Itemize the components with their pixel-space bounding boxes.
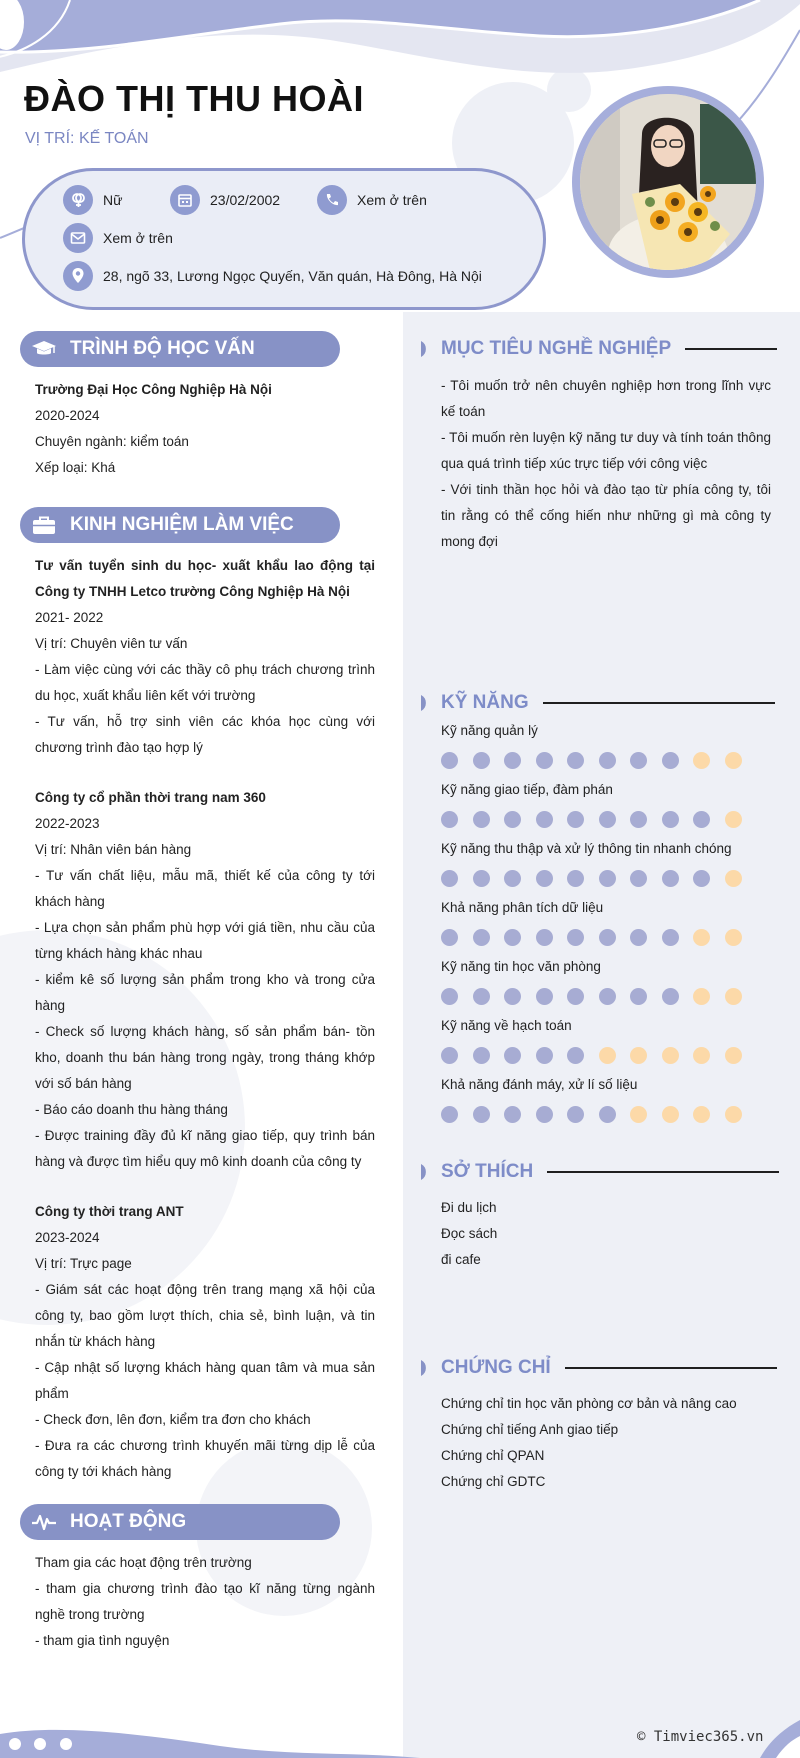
skill-dot-filled — [473, 988, 490, 1005]
section-rule — [565, 1367, 777, 1369]
skill-dot-filled — [504, 1106, 521, 1123]
job-duty: - kiểm kê số lượng sản phẩm trong kho và trong cửa hàng — [35, 972, 375, 1013]
skill-dot-filled — [693, 811, 710, 828]
skill-dot-filled — [504, 870, 521, 887]
skill-dot-filled — [504, 929, 521, 946]
skill-rating — [441, 752, 771, 769]
skill-dot-empty — [725, 1047, 742, 1064]
skill-item — [441, 958, 771, 1005]
skill-dot-filled — [630, 988, 647, 1005]
section-bullet-icon — [421, 1358, 431, 1378]
education-years: 2020-2024 — [35, 408, 100, 423]
candidate-name: ĐÀO THỊ THU HOÀI — [24, 78, 364, 119]
hobby-item: Đi du lịch — [441, 1200, 497, 1215]
section-rule — [543, 702, 775, 704]
calendar-icon — [170, 185, 200, 215]
skill-dot-empty — [725, 811, 742, 828]
skill-rating — [441, 988, 771, 1005]
skill-dot-filled — [536, 752, 553, 769]
skill-dot-filled — [662, 870, 679, 887]
skill-dot-filled — [536, 811, 553, 828]
contact-birthday — [170, 185, 280, 215]
objective-line: - Với tinh thần học hỏi và đào tạo từ phía công ty, tôi tin rằng có thể cống hiến như những gì mà công ty mong đợi — [441, 482, 771, 549]
experience-content — [35, 553, 375, 1485]
contact-phone — [317, 185, 427, 215]
skill-rating — [441, 1106, 771, 1123]
skill-dot-filled — [504, 752, 521, 769]
skill-dot-empty — [599, 1047, 616, 1064]
certificates-content — [441, 1391, 771, 1495]
footer-credit: © Timviec365.vn — [637, 1729, 764, 1745]
graduation-cap-icon — [30, 335, 58, 363]
education-major: Chuyên ngành: kiểm toán — [35, 434, 189, 449]
job-duty: - Báo cáo doanh thu hàng tháng — [35, 1102, 228, 1117]
section-rule — [547, 1171, 779, 1173]
objective-title: MỤC TIÊU NGHỀ NGHIỆP — [441, 338, 672, 359]
skill-dot-empty — [725, 870, 742, 887]
skill-dot-empty — [630, 1047, 647, 1064]
education-content — [35, 377, 375, 481]
activity-line: - tham gia chương trình đào tạo kĩ năng từng ngành nghề trong trường — [35, 1581, 375, 1622]
skill-dot-empty — [725, 988, 742, 1005]
experience-title: KINH NGHIỆM LÀM VIỆC — [70, 514, 294, 535]
skill-dot-filled — [536, 929, 553, 946]
certificates-header — [421, 1357, 777, 1379]
skill-dot-filled — [599, 752, 616, 769]
skill-dot-filled — [567, 1106, 584, 1123]
skill-dot-filled — [630, 929, 647, 946]
job-duty: - Tư vấn, hỗ trợ sinh viên các khóa học cùng với chương trình đào tạo hợp lý — [35, 714, 375, 755]
phone-value: Xem ở trên — [357, 192, 427, 208]
skill-item — [441, 899, 771, 946]
skill-dot-filled — [630, 752, 647, 769]
skill-dot-filled — [662, 988, 679, 1005]
skill-dot-filled — [536, 1047, 553, 1064]
skill-rating — [441, 811, 771, 828]
section-bullet-icon — [421, 1162, 431, 1182]
objective-header — [421, 338, 777, 360]
skill-dot-empty — [725, 1106, 742, 1123]
skill-dot-empty — [630, 1106, 647, 1123]
address-value: 28, ngõ 33, Lương Ngọc Quyến, Văn quán, Hà Đông, Hà Nội — [103, 268, 482, 284]
gender-value: Nữ — [103, 192, 123, 208]
certificate-item: Chứng chỉ tiếng Anh giao tiếp — [441, 1422, 619, 1437]
hobbies-content — [441, 1195, 771, 1273]
skill-dot-filled — [599, 988, 616, 1005]
certificate-item: Chứng chỉ GDTC — [441, 1474, 546, 1489]
job-duty: - Check đơn, lên đơn, kiểm tra đơn cho khách — [35, 1412, 311, 1427]
candidate-position: VỊ TRÍ: KẾ TOÁN — [25, 130, 149, 147]
skill-dot-filled — [504, 811, 521, 828]
job-duty: - Tư vấn chất liệu, mẫu mã, thiết kế của công ty tới khách hàng — [35, 868, 375, 909]
activity-line: Tham gia các hoạt động trên trường — [35, 1555, 252, 1570]
skill-dot-filled — [504, 1047, 521, 1064]
skill-dot-filled — [473, 1047, 490, 1064]
skill-dot-filled — [662, 811, 679, 828]
education-school: Trường Đại Học Công Nghiệp Hà Nội — [35, 382, 272, 397]
skill-name: Kỹ năng quản lý — [441, 723, 538, 738]
certificate-item: Chứng chỉ QPAN — [441, 1448, 545, 1463]
education-title: TRÌNH ĐỘ HỌC VẤN — [70, 338, 255, 359]
skill-dot-filled — [662, 752, 679, 769]
profile-photo — [580, 94, 756, 270]
skill-dot-filled — [473, 870, 490, 887]
skill-item — [441, 781, 771, 828]
skill-name: Kỹ năng giao tiếp, đàm phán — [441, 782, 613, 797]
job-duty: - Giám sát các hoạt động trên trang mạng xã hội của công ty, bao gồm lượt thích, chia sẻ, bình luận, và tin nhắn từ khách hàng — [35, 1282, 375, 1349]
skill-dot-filled — [567, 988, 584, 1005]
job-years: 2021- 2022 — [35, 610, 104, 625]
hobbies-header — [421, 1161, 779, 1183]
skill-dot-filled — [693, 870, 710, 887]
job-duty: - Đưa ra các chương trình khuyến mãi từng dịp lễ của công ty tới khách hàng — [35, 1438, 375, 1479]
hobby-item: Đọc sách — [441, 1226, 498, 1241]
footer-wave — [0, 1690, 800, 1758]
skill-dot-filled — [536, 870, 553, 887]
skill-name: Khả năng phân tích dữ liệu — [441, 900, 604, 915]
skill-dot-filled — [567, 870, 584, 887]
activities-content — [35, 1550, 375, 1654]
section-bullet-icon — [421, 693, 431, 713]
activity-line: - tham gia tình nguyện — [35, 1633, 170, 1648]
skill-dot-filled — [630, 870, 647, 887]
experience-header — [20, 507, 340, 543]
pulse-icon — [30, 1508, 58, 1536]
skill-dot-filled — [441, 988, 458, 1005]
contact-address — [63, 261, 482, 291]
skill-dot-filled — [536, 1106, 553, 1123]
job-company: Tư vấn tuyển sinh du học- xuất khẩu lao động tại Công ty TNHH Letco trường Công Nghiệp Hà Nội — [35, 558, 375, 599]
job-years: 2023-2024 — [35, 1230, 100, 1245]
skill-name: Kỹ năng về hạch toán — [441, 1018, 572, 1033]
email-icon — [63, 223, 93, 253]
activities-title: HOẠT ĐỘNG — [70, 1511, 187, 1532]
skill-dot-empty — [693, 988, 710, 1005]
skill-item — [441, 1017, 771, 1064]
objective-content — [441, 373, 771, 555]
skill-dot-filled — [504, 988, 521, 1005]
skill-rating — [441, 1047, 771, 1064]
education-header — [20, 331, 340, 367]
skill-item — [441, 840, 771, 887]
skill-dot-empty — [693, 752, 710, 769]
skill-dot-filled — [567, 929, 584, 946]
skills-title: KỸ NĂNG — [441, 692, 529, 713]
job-duty: - Được training đầy đủ kĩ năng giao tiếp, quy trình bán hàng và được tìm hiểu quy mô kinh doanh của công ty — [35, 1128, 375, 1169]
briefcase-icon — [30, 511, 58, 539]
skill-dot-filled — [473, 929, 490, 946]
location-pin-icon — [63, 261, 93, 291]
section-bullet-icon — [421, 339, 431, 359]
birthday-value: 23/02/2002 — [210, 192, 281, 208]
skill-dot-filled — [473, 811, 490, 828]
skill-dot-filled — [599, 1106, 616, 1123]
skill-dot-filled — [441, 752, 458, 769]
skill-dot-empty — [662, 1106, 679, 1123]
certificate-item: Chứng chỉ tin học văn phòng cơ bản và nâng cao — [441, 1396, 737, 1411]
job-years: 2022-2023 — [35, 816, 100, 831]
skill-item — [441, 722, 771, 769]
skill-dot-filled — [567, 1047, 584, 1064]
certificates-title: CHỨNG CHỈ — [441, 1357, 551, 1378]
contact-email — [63, 223, 173, 253]
skill-dot-filled — [473, 1106, 490, 1123]
job-duty: - Lựa chọn sản phẩm phù hợp với giá tiền, nhu cầu của từng khách hàng khác nhau — [35, 920, 375, 961]
skill-dot-empty — [725, 929, 742, 946]
skill-dot-filled — [441, 929, 458, 946]
skill-dot-empty — [693, 1047, 710, 1064]
job-duty: - Check số lượng khách hàng, số sản phẩm bán- tồn kho, doanh thu bán hàng trong ngày, trong tháng khớp với số bán hàng — [35, 1024, 375, 1091]
skill-name: Kỹ năng tin học văn phòng — [441, 959, 601, 974]
skill-dot-filled — [441, 811, 458, 828]
skill-dot-filled — [662, 929, 679, 946]
skill-dot-filled — [473, 752, 490, 769]
section-rule — [685, 348, 777, 350]
skill-dot-empty — [725, 752, 742, 769]
job-role: Vị trí: Nhân viên bán hàng — [35, 842, 192, 857]
job-role: Vị trí: Trực page — [35, 1256, 132, 1271]
skill-dot-filled — [567, 752, 584, 769]
skill-name: Khả năng đánh máy, xử lí số liệu — [441, 1077, 638, 1092]
skill-dot-filled — [536, 988, 553, 1005]
skill-dot-filled — [441, 870, 458, 887]
objective-line: - Tôi muốn rèn luyện kỹ năng tư duy và tính toán thông qua quá trình tiếp xúc trực tiếp với công việc — [441, 430, 771, 471]
gender-icon — [63, 185, 93, 215]
skill-dot-empty — [662, 1047, 679, 1064]
skill-dot-filled — [441, 1047, 458, 1064]
skill-rating — [441, 929, 771, 946]
job-company: Công ty thời trang ANT — [35, 1204, 184, 1219]
contact-gender — [63, 185, 122, 215]
job-duty: - Cập nhật số lượng khách hàng quan tâm và mua sản phẩm — [35, 1360, 375, 1401]
skill-dot-filled — [441, 1106, 458, 1123]
skill-dot-filled — [567, 811, 584, 828]
skill-dot-filled — [599, 811, 616, 828]
education-grade: Xếp loại: Khá — [35, 460, 116, 475]
skill-dot-filled — [599, 870, 616, 887]
objective-line: - Tôi muốn trở nên chuyên nghiệp hơn trong lĩnh vực kế toán — [441, 378, 771, 419]
activities-header — [20, 1504, 340, 1540]
skills-header — [421, 692, 775, 714]
skill-dot-empty — [693, 929, 710, 946]
skill-rating — [441, 870, 771, 887]
hobby-item: đi cafe — [441, 1252, 481, 1267]
job-company: Công ty cổ phần thời trang nam 360 — [35, 790, 266, 805]
email-value: Xem ở trên — [103, 230, 173, 246]
hobbies-title: SỞ THÍCH — [441, 1161, 534, 1182]
skill-item — [441, 1076, 771, 1123]
job-role: Vị trí: Chuyên viên tư vấn — [35, 636, 188, 651]
skill-name: Kỹ năng thu thập và xử lý thông tin nhanh chóng — [441, 841, 732, 856]
skill-dot-filled — [599, 929, 616, 946]
skill-dot-empty — [693, 1106, 710, 1123]
skill-dot-filled — [630, 811, 647, 828]
job-duty: - Làm việc cùng với các thầy cô phụ trách chương trình du học, xuất khẩu liên kết với trường — [35, 662, 375, 703]
phone-icon — [317, 185, 347, 215]
